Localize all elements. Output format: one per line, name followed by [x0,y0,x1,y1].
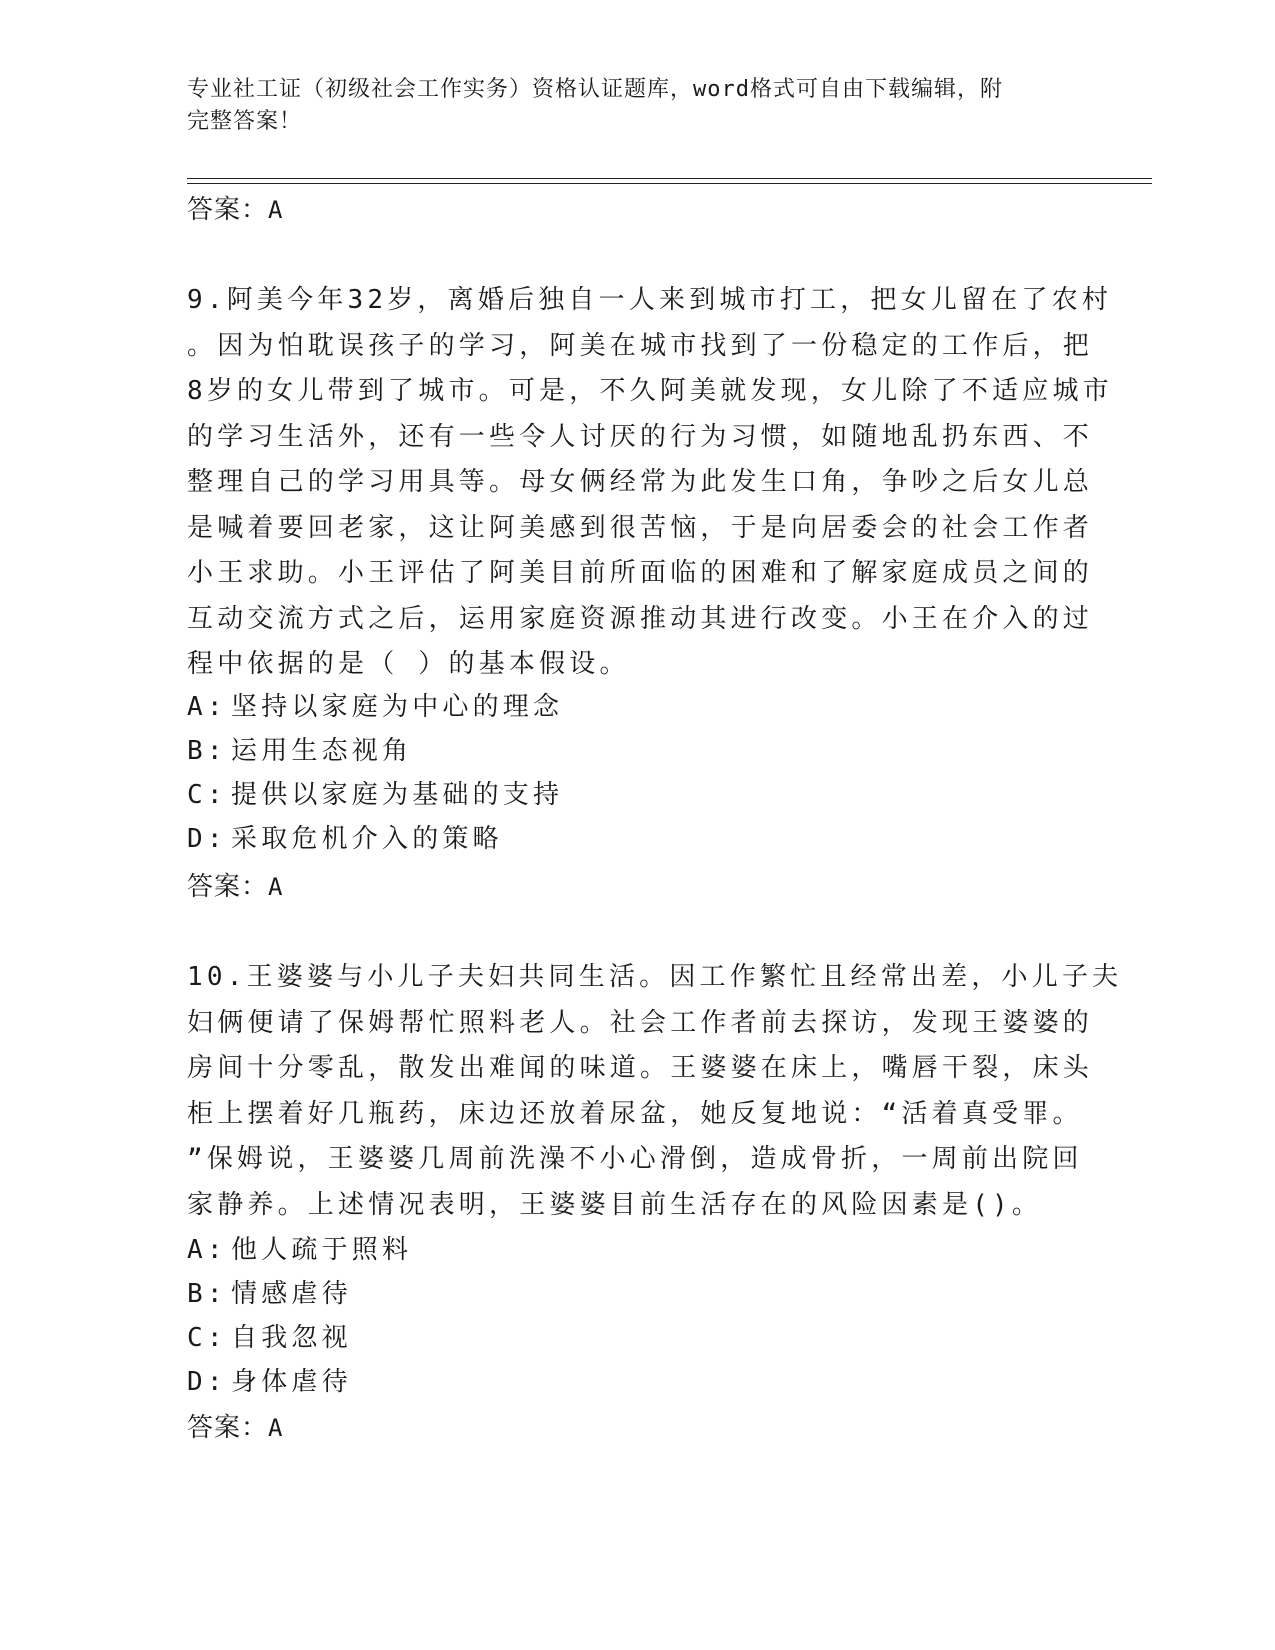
question-line: 妇俩便请了保姆帮忙照料老人。社会工作者前去探访，发现王婆婆的 [187,1007,1094,1038]
page-header [187,74,1067,138]
question-9-option-b [187,729,412,774]
question-9-option-a [187,685,563,730]
option-key: D: [187,1367,227,1397]
question-9-stem [187,278,1113,688]
answer-q9 [187,871,283,903]
option-text: 提供以家庭为基础的支持 [231,780,564,810]
question-line: 互动交流方式之后，运用家庭资源推动其进行改变。小王在介入的过 [187,603,1094,634]
answer-label: 答案： [187,195,269,225]
header-line-1: 专业社工证（初级社会工作实务）资格认证题库，word格式可自由下载编辑，附 [187,77,1003,102]
option-text: 身体虐待 [231,1367,352,1397]
question-line: 小王求助。小王评估了阿美目前所面临的困难和了解家庭成员之间的 [187,558,1094,588]
question-10-option-b [187,1272,352,1317]
answer-label: 答案： [187,872,269,902]
option-text: 自我忽视 [231,1323,352,1353]
question-10-option-a [187,1228,412,1273]
question-line: 是喊着要回老家，这让阿美感到很苦恼，于是向居委会的社会工作者 [187,512,1094,543]
answer-value: A [268,1414,284,1442]
question-9-option-d [187,817,503,862]
answer-value: A [268,873,284,901]
question-line: 柜上摆着好几瓶药，床边还放着尿盆，她反复地说：“活着真受罪。 [187,1098,1083,1129]
option-text: 情感虐待 [231,1279,352,1309]
question-9-option-c [187,773,563,818]
option-key: B: [187,736,227,766]
question-line: 家静养。上述情况表明，王婆婆目前生活存在的风险因素是()。 [187,1189,1043,1220]
question-line: 10.王婆婆与小儿子夫妇共同生活。因工作繁忙且经常出差，小儿子夫 [187,962,1123,992]
question-line: 整理自己的学习用具等。母女俩经常为此发生口角，争吵之后女儿总 [187,467,1094,497]
option-key: A: [187,1235,227,1265]
option-key: C: [187,780,227,810]
option-text: 他人疏于照料 [231,1235,413,1265]
answer-prev [187,194,283,226]
question-10-stem [187,955,1123,1228]
option-key: C: [187,1323,227,1353]
option-text: 运用生态视角 [231,736,413,766]
option-key: A: [187,692,227,722]
option-text: 坚持以家庭为中心的理念 [231,692,564,722]
question-line: 房间十分零乱，散发出难闻的味道。王婆婆在床上，嘴唇干裂，床头 [187,1053,1094,1083]
question-line: 的学习生活外，还有一些令人讨厌的行为习惯，如随地乱扔东西、不 [187,421,1094,452]
question-line: ”保姆说，王婆婆几周前洗澡不小心滑倒，造成骨折，一周前出院回 [187,1144,1083,1174]
question-10-option-d [187,1360,352,1405]
question-line: 。因为怕耽误孩子的学习，阿美在城市找到了一份稳定的工作后，把 [187,330,1094,361]
header-line-2: 完整答案！ [187,109,303,134]
answer-value: A [268,196,284,224]
question-10-option-c [187,1316,352,1361]
question-line: 9.阿美今年32岁，离婚后独自一人来到城市打工，把女儿留在了农村 [187,285,1113,315]
header-divider-top [187,178,1152,179]
option-key: B: [187,1279,227,1309]
question-line: 8岁的女儿带到了城市。可是，不久阿美就发现，女儿除了不适应城市 [187,376,1113,406]
answer-label: 答案： [187,1413,269,1443]
answer-q10 [187,1412,283,1444]
option-text: 采取危机介入的策略 [231,824,503,854]
option-key: D: [187,824,227,854]
question-line: 程中依据的是（ ）的基本假设。 [187,649,630,679]
header-divider-bottom [187,183,1152,184]
